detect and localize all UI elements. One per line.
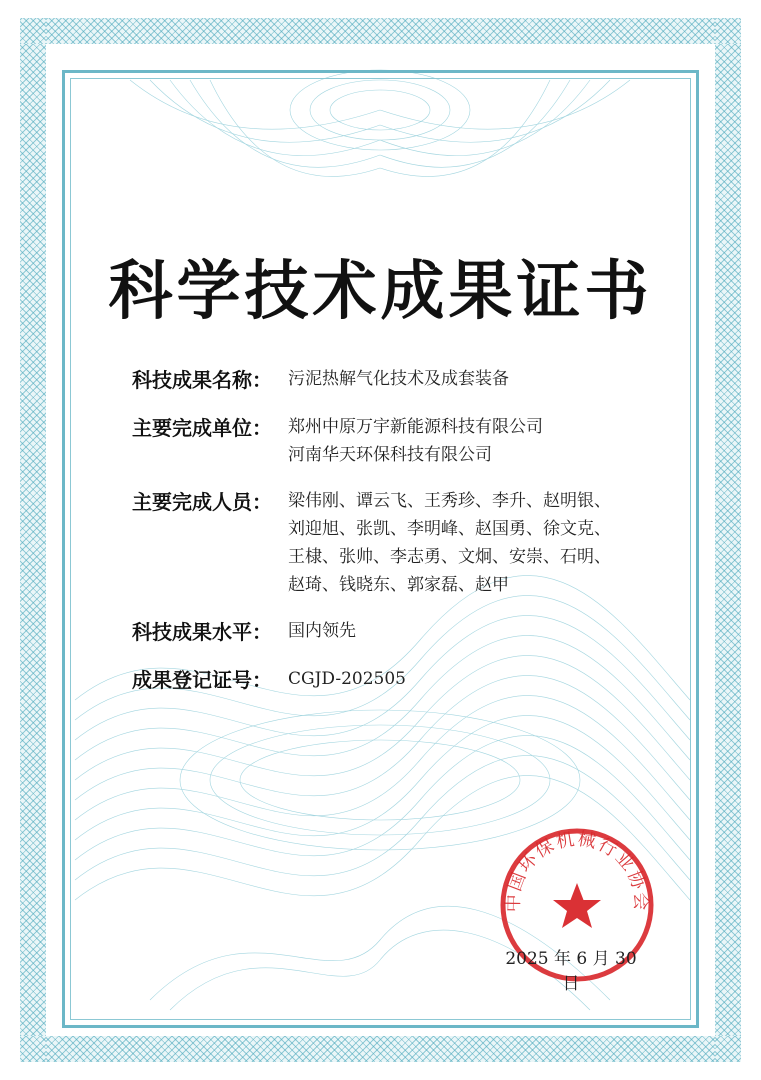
field-label: 科技成果水平：: [132, 620, 272, 644]
field-achievement-level: [132, 617, 652, 647]
certificate-fields: [132, 365, 652, 713]
field-value: CGJD-202505: [288, 669, 406, 689]
field-value: 王棣、张帅、李志勇、文炯、安崇、石明、: [288, 547, 611, 567]
field-value: 国内领先: [288, 621, 356, 641]
field-value: 污泥热解气化技术及成套装备: [288, 369, 509, 389]
issue-date: 2025 年 6 月 30 日: [505, 949, 637, 994]
field-label: 科技成果名称：: [132, 368, 272, 392]
seal-star-icon: [553, 883, 601, 928]
field-value: 河南华天环保科技有限公司: [288, 445, 492, 465]
field-value: 赵琦、钱晓东、郭家磊、赵甲: [288, 575, 509, 595]
field-registration-number: [132, 665, 652, 695]
field-value: 梁伟刚、谭云飞、王秀珍、李升、赵明银、: [288, 491, 611, 511]
certificate-title: 科学技术成果证书: [108, 254, 653, 329]
field-main-units: [132, 413, 652, 469]
field-achievement-name: [132, 365, 652, 395]
field-label: 主要完成单位：: [132, 416, 272, 440]
field-label: 主要完成人员：: [132, 490, 272, 514]
seal-text: 中国环保机械行业协会: [502, 828, 652, 913]
field-label: 成果登记证号：: [132, 668, 272, 692]
field-value: 刘迎旭、张凯、李明峰、赵国勇、徐文克、: [288, 519, 611, 539]
field-main-personnel: [132, 487, 652, 599]
field-value: 郑州中原万宇新能源科技有限公司: [288, 417, 543, 437]
